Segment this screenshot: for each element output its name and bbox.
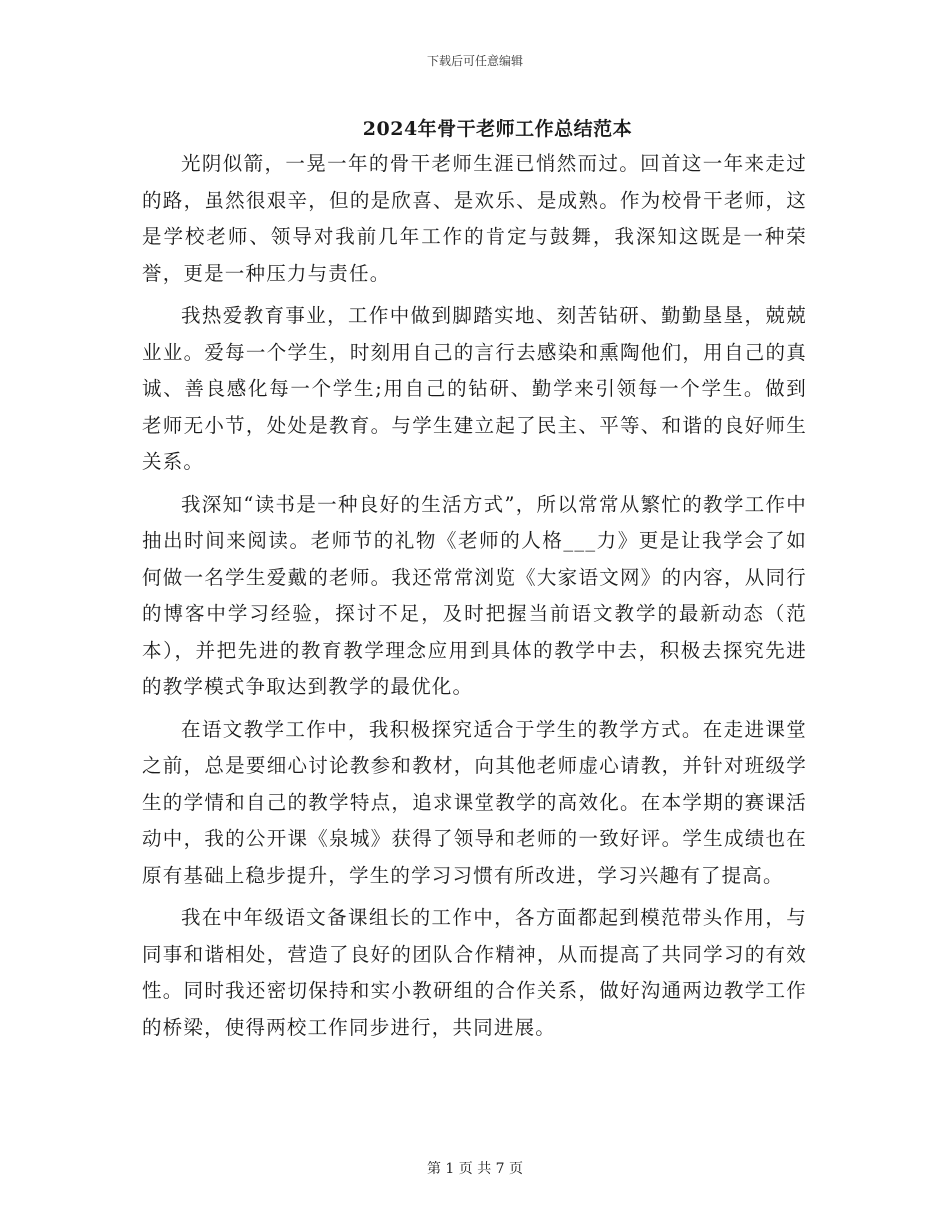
document-title: 2024年骨干老师工作总结范本 bbox=[362, 118, 633, 140]
paragraph-2: 我热爱教育事业，工作中做到脚踏实地、刻苦钻研、勤勤垦垦，兢兢业业。爱每一个学生，时刻用自己的言行去感染和熏陶他们，用自己的真诚、善良感化每一个学生;用自己的钻研、勤学来引领每一个学生。做到老师无小节，处处是教育。与学生建立起了民主、平等、和谐的良好师生关系。 bbox=[142, 304, 807, 473]
header-note: 下载后可任意编辑 bbox=[426, 54, 523, 68]
paragraph-3: 我深知“读书是一种良好的生活方式”，所以常常从繁忙的教学工作中抽出时间来阅读。老师节的礼物《老师的人格___力》更是让我学会了如何做一名学生爱戴的老师。我还常常浏览《大家语文网》的内容，从同行的博客中学习经验，探讨不足，及时把握当前语文教学的最新动态（范本），并把先进的教育教学理念应用到具体的教学中去，积极去探究先进的教学模式争取达到教学的最优化。 bbox=[142, 492, 807, 698]
paragraph-5: 我在中年级语文备课组长的工作中，各方面都起到模范带头作用，与同事和谐相处，营造了良好的团队合作精神，从而提高了共同学习的有效性。同时我还密切保持和实小教研组的合作关系，做好沟通两边教学工作的桥梁，使得两校工作同步进行，共同进展。 bbox=[142, 906, 807, 1039]
paragraph-1: 光阴似箭，一晃一年的骨干老师生涯已悄然而过。回首这一年来走过的路，虽然很艰辛，但的是欣喜、是欢乐、是成熟。作为校骨干老师，这是学校老师、领导对我前几年工作的肯定与鼓舞，我深知这既是一种荣誉，更是一种压力与责任。 bbox=[142, 152, 807, 285]
document-body bbox=[142, 146, 807, 1046]
paragraph-4: 在语文教学工作中，我积极探究适合于学生的教学方式。在走进课堂之前，总是要细心讨论教参和教材，向其他老师虚心请教，并针对班级学生的学情和自己的教学特点，追求课堂教学的高效化。在本学期的赛课活动中，我的公开课《泉城》获得了领导和老师的一致好评。学生成绩也在原有基础上稳步提升，学生的学习习惯有所改进，学习兴趣有了提高。 bbox=[142, 717, 807, 887]
page-number: 第 1 页 共 7 页 bbox=[426, 1161, 524, 1177]
